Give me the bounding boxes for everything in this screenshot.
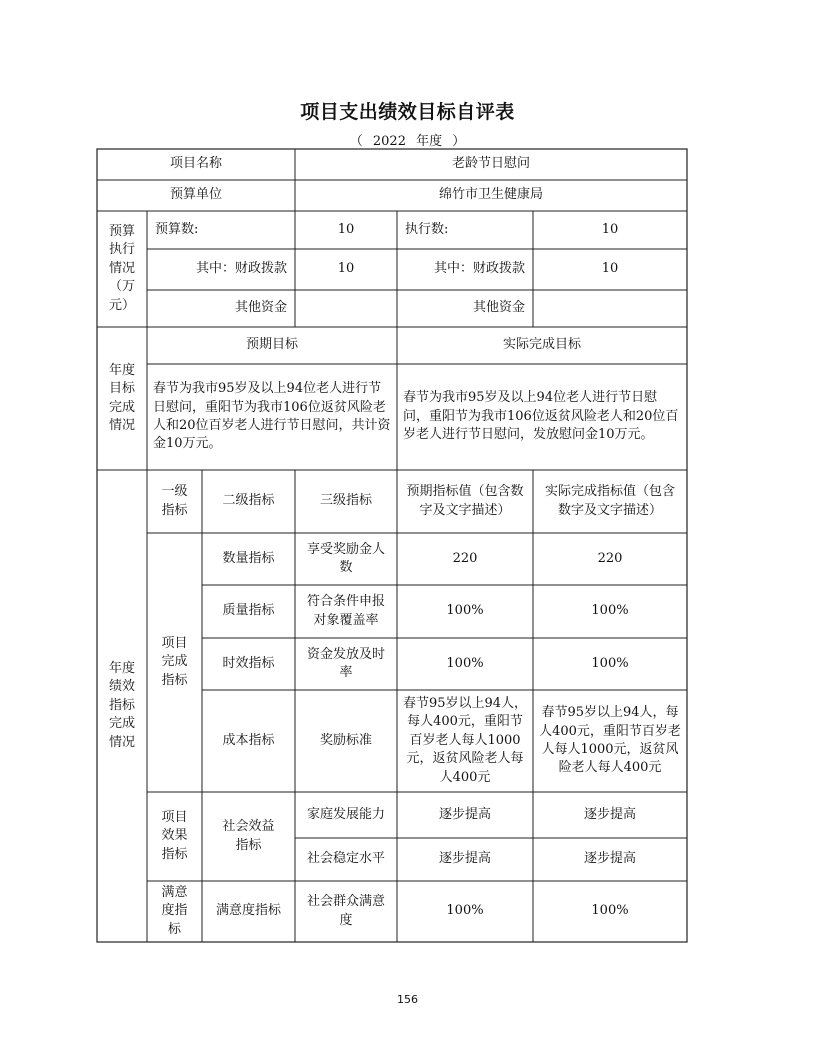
timeliness-level2: 时效指标 bbox=[222, 655, 275, 671]
page-number: 156 bbox=[397, 993, 418, 1006]
cost-level2: 成本指标 bbox=[222, 732, 275, 748]
fiscal-exec-label: 其中：财政拨款 bbox=[433, 261, 525, 277]
group-effect-label: 项目效果指标 bbox=[161, 809, 188, 862]
fiscal-plan-value: 10 bbox=[337, 261, 355, 277]
cost-level3: 奖励标准 bbox=[319, 732, 372, 748]
budget-section-label: 预算执行情况（万元） bbox=[108, 223, 135, 313]
year-close-paren: ） bbox=[452, 134, 466, 149]
social-stability-expected: 逐步提高 bbox=[438, 851, 491, 867]
group-satisfaction-label: 满意度指标 bbox=[161, 884, 188, 937]
header-level1: 一级指标 bbox=[161, 484, 188, 518]
page-title: 项目支出绩效目标自评表 bbox=[300, 101, 515, 123]
social-benefit-level2: 社会效益指标 bbox=[222, 819, 275, 853]
other-funds-plan-label: 其他资金 bbox=[234, 300, 287, 316]
budget-unit-label: 预算单位 bbox=[169, 187, 222, 203]
family-dev-expected: 逐步提高 bbox=[438, 806, 491, 822]
timeliness-actual: 100% bbox=[591, 655, 629, 671]
satisfaction-actual: 100% bbox=[591, 903, 629, 919]
quantity-level2: 数量指标 bbox=[222, 550, 275, 566]
timeliness-expected: 100% bbox=[446, 655, 484, 671]
budget-plan-label: 预算数: bbox=[155, 221, 199, 237]
year-open-paren: （ bbox=[349, 134, 363, 149]
budget-unit-value: 绵竹市卫生健康局 bbox=[438, 187, 543, 203]
quality-level2: 质量指标 bbox=[222, 603, 275, 619]
fiscal-plan-label: 其中：财政拨款 bbox=[195, 261, 287, 277]
satisfaction-level2: 满意度指标 bbox=[215, 903, 281, 919]
cost-expected: 春节95岁以上94人，每人400元，重阳节百岁老人每人1000元，返贫风险老人每人400元 bbox=[402, 695, 528, 785]
satisfaction-level3: 社会群众满意度 bbox=[306, 894, 385, 928]
timeliness-level3: 资金发放及时率 bbox=[306, 646, 385, 680]
project-name-value: 老龄节日慰问 bbox=[451, 156, 530, 172]
quantity-actual: 220 bbox=[597, 550, 623, 566]
other-funds-exec-label: 其他资金 bbox=[472, 300, 525, 316]
satisfaction-expected: 100% bbox=[446, 903, 484, 919]
family-dev-actual: 逐步提高 bbox=[583, 806, 636, 822]
fiscal-exec-value: 10 bbox=[601, 261, 619, 277]
year-value: 2022 bbox=[372, 134, 406, 149]
year-label: 年度 bbox=[416, 134, 443, 149]
budget-plan-value: 10 bbox=[337, 221, 355, 237]
quality-actual: 100% bbox=[591, 603, 629, 619]
header-expected-value: 预期指标值（包含数字及文字描述） bbox=[406, 484, 524, 518]
other-funds-plan-value bbox=[295, 290, 397, 327]
social-stability-actual: 逐步提高 bbox=[583, 851, 636, 867]
quantity-level3: 享受奖励金人数 bbox=[307, 541, 386, 575]
annual-goal-section-label: 年度目标完成情况 bbox=[108, 362, 135, 433]
header-level3: 三级指标 bbox=[319, 493, 372, 509]
cost-actual: 春节95岁以上94人，每人400元，重阳节百岁老人每人1000元，返贫风险老人每人400元 bbox=[539, 705, 681, 776]
performance-section-label: 年度绩效指标完成情况 bbox=[108, 660, 135, 750]
quality-level3: 符合条件申报对象覆盖率 bbox=[306, 594, 385, 628]
quantity-expected: 220 bbox=[452, 550, 478, 566]
other-funds-exec-value bbox=[533, 290, 687, 327]
header-actual-value: 实际完成指标值（包含数字及文字描述） bbox=[544, 484, 675, 518]
quality-expected: 100% bbox=[446, 603, 484, 619]
actual-goal-text: 春节为我市95岁及以上94位老人进行节日慰问，重阳节为我市106位返贫风险老人和20位百岁老人进行节日慰问，发放慰问金10万元。 bbox=[403, 390, 679, 443]
family-dev-level3: 家庭发展能力 bbox=[306, 806, 385, 822]
expected-goal-text: 春节为我市95岁及以上94位老人进行节日慰问，重阳节为我市106位返贫风险老人和20位百岁老人进行节日慰问，共计资金10万元。 bbox=[153, 381, 391, 452]
budget-exec-label: 执行数: bbox=[405, 221, 449, 237]
actual-goal-header: 实际完成目标 bbox=[502, 337, 581, 353]
social-stability-level3: 社会稳定水平 bbox=[306, 851, 385, 867]
header-level2: 二级指标 bbox=[222, 493, 275, 509]
budget-exec-value: 10 bbox=[601, 221, 619, 237]
group-completion-label: 项目完成指标 bbox=[161, 635, 188, 688]
project-name-label: 项目名称 bbox=[169, 156, 222, 172]
expected-goal-header: 预期目标 bbox=[245, 337, 298, 353]
